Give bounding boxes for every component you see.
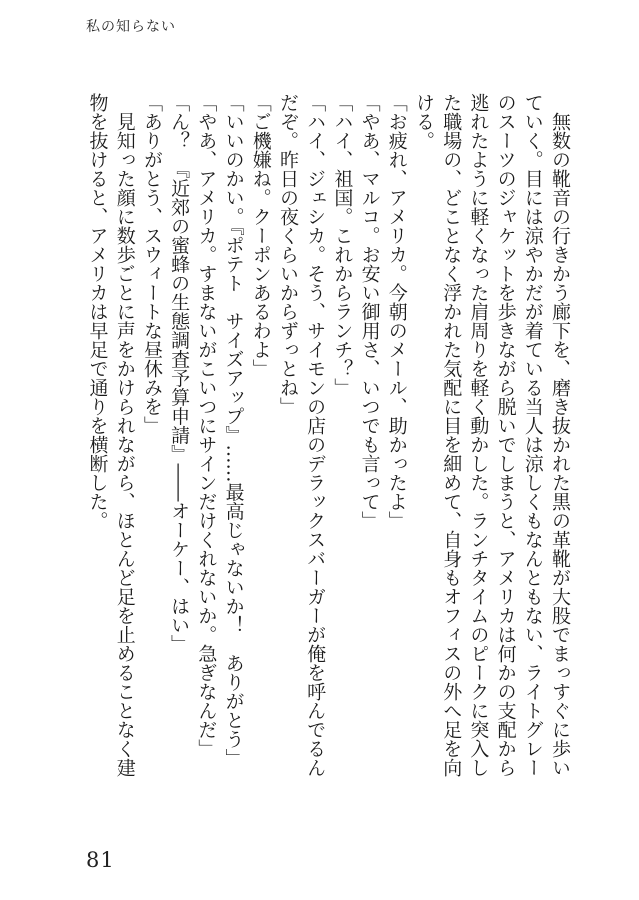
paragraph: 「ハイ、祖国。これからランチ？」 <box>331 93 354 397</box>
paragraph: 「いいのかい。『ポテト サイズアップ』……最高じゃないか！ ありがとう」 <box>222 93 245 768</box>
paragraph: 「ありがとう、スウィートな昼休みを」 <box>140 93 163 435</box>
paragraph: 無数の靴音の行きかう廊下を、磨き抜かれた黒の革靴が大股でまっすぐに歩いていく。目には涼やかだが着ている当人は涼しくもなんともない、ライトグレーのスーツのジャケットを歩きながら脱いでしまうと、アメリカは何かの支配から逃れたように軽くなった肩周りを軽く動かした。ランチタイムのピークに突入した職場の、どことなく浮かれた気配に目を細めて、自身もオフィスの外へ足を向ける。 <box>412 93 571 777</box>
paragraph: 「ハイ、ジェシカ。そう、サイモンの店のデラックスバーガーが俺を呼んでるんだぞ。昨日の夜くらいからずっとね」 <box>276 93 327 777</box>
paragraph: 「やあ、マルコ。お安い御用さ、いつでも言って」 <box>358 93 381 530</box>
page-number: 81 <box>86 848 115 872</box>
paragraph: 見知った顔に数歩ごとに声をかけられながら、ほとんど足を止めることなく建物を抜けると、アメリカは早足で通りを横断した。 <box>86 93 136 777</box>
running-header: 私の知らない <box>86 19 176 35</box>
paragraph: 「やあ、アメリカ。すまないがこいつにサインだけくれないか。急ぎなんだ」 <box>195 93 218 758</box>
paragraph: 「お疲れ、アメリカ。今朝のメール、助かったよ」 <box>385 93 408 530</box>
paragraph: 「ん？ 『近郊の蜜蜂の生態調査予算申請』――オーケー、はい」 <box>168 93 191 654</box>
body-text <box>83 93 573 793</box>
paragraph: 「ご機嫌ね。クーポンあるわよ」 <box>249 93 272 378</box>
